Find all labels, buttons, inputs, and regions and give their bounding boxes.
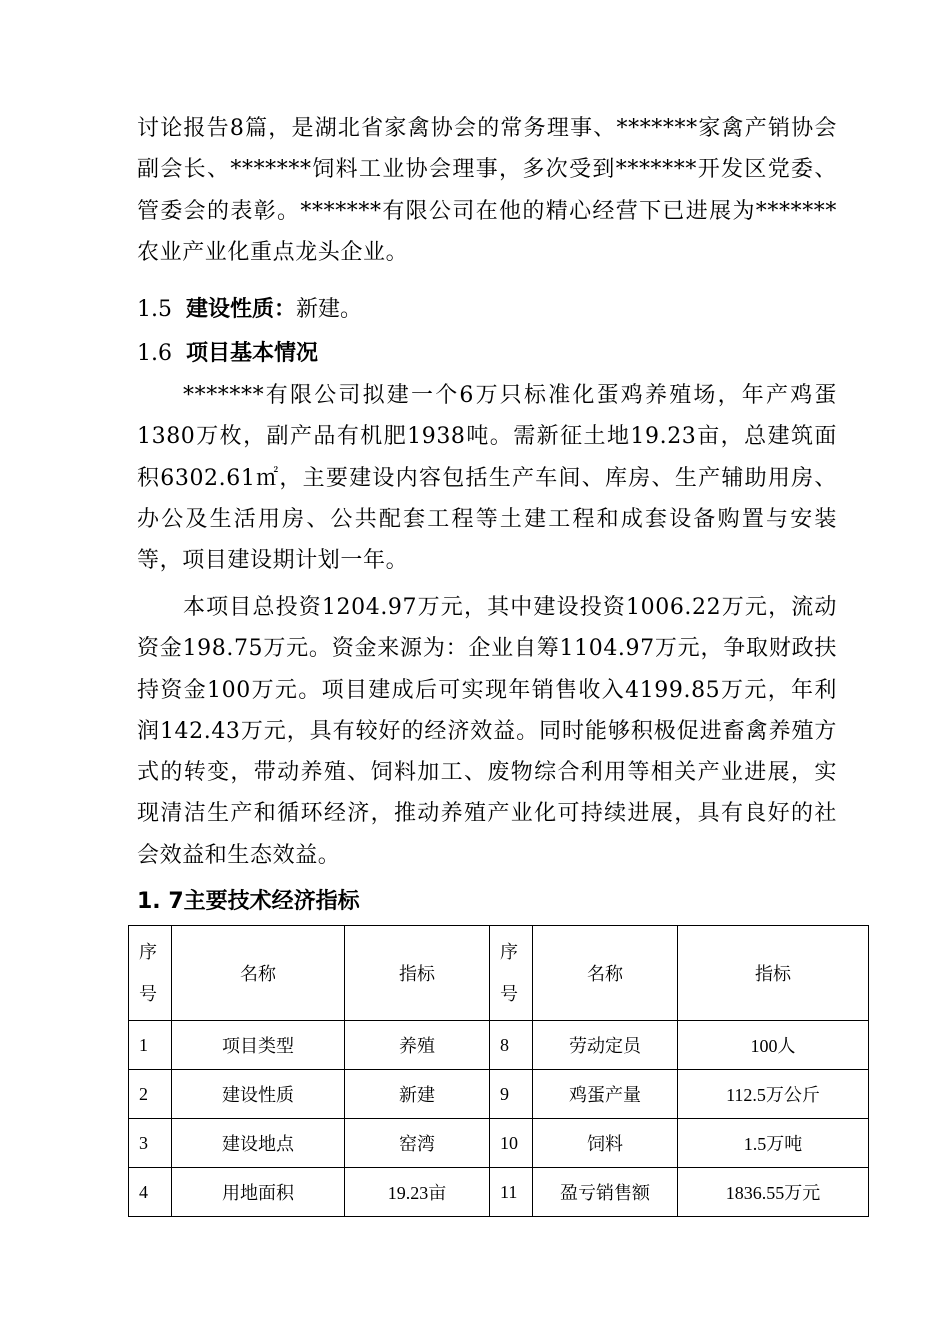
cell-value: 100人 <box>678 1021 869 1070</box>
header-seq: 序 号 <box>490 926 533 1021</box>
cell-seq: 8 <box>490 1021 533 1070</box>
section-1-6-heading <box>137 336 318 367</box>
section-title: 建设性质： <box>186 297 297 322</box>
cell-name: 用地面积 <box>172 1168 345 1217</box>
cell-name: 建设地点 <box>172 1119 345 1168</box>
cell-value: 新建 <box>345 1070 490 1119</box>
cell-seq: 3 <box>129 1119 172 1168</box>
paragraph-project-overview: *******有限公司拟建一个6万只标准化蛋鸡养殖场，年产鸡蛋1380万枚，副产品有机肥1938吨。需新征土地19.23亩，总建筑面积6302.61㎡，主要建设内容包括生产车间、库房、生产辅助用房、办公及生活用房、公共配套工程等土建工程和成套设备购置与安装等，项目建设期计划一年。 <box>137 383 837 574</box>
cell-value: 19.23亩 <box>345 1168 490 1217</box>
section-number: 1.5 <box>137 297 172 322</box>
table-row <box>129 1070 869 1119</box>
cell-name: 饲料 <box>533 1119 678 1168</box>
paragraph-investment: 本项目总投资1204.97万元，其中建设投资1006.22万元，流动资金198.75万元。资金来源为：企业自筹1104.97万元，争取财政扶持资金100万元。项目建成后可实现年销售收入4199.85万元，年利润142.43万元，具有较好的经济效益。同时能够积极促进畜禽养殖方式的转变，带动养殖、饲料加工、废物综合利用等相关产业进展，实现清洁生产和循环经济，推动养殖产业化可持续进展，具有良好的社会效益和生态效益。 <box>137 595 837 868</box>
header-seq: 序 号 <box>129 926 172 1021</box>
cell-value: 1836.55万元 <box>678 1168 869 1217</box>
table-row <box>129 1119 869 1168</box>
cell-value: 窑湾 <box>345 1119 490 1168</box>
indicator-table <box>128 925 869 1217</box>
cell-seq: 9 <box>490 1070 533 1119</box>
cell-name: 盈亏销售额 <box>533 1168 678 1217</box>
header-index: 指标 <box>678 926 869 1021</box>
cell-seq: 4 <box>129 1168 172 1217</box>
section-number: 1.6 <box>137 341 172 366</box>
cell-seq: 10 <box>490 1119 533 1168</box>
cell-seq: 2 <box>129 1070 172 1119</box>
cell-value: 112.5万公斤 <box>678 1070 869 1119</box>
cell-name: 劳动定员 <box>533 1021 678 1070</box>
table-row <box>129 1168 869 1217</box>
table-header-row <box>129 926 869 1021</box>
cell-name: 项目类型 <box>172 1021 345 1070</box>
cell-value: 养殖 <box>345 1021 490 1070</box>
header-name: 名称 <box>172 926 345 1021</box>
cell-name: 建设性质 <box>172 1070 345 1119</box>
section-title: 1. 7主要技术经济指标 <box>137 889 360 914</box>
header-index: 指标 <box>345 926 490 1021</box>
header-name: 名称 <box>533 926 678 1021</box>
cell-seq: 11 <box>490 1168 533 1217</box>
section-title: 项目基本情况 <box>186 341 319 366</box>
section-1-7-heading <box>137 884 360 915</box>
cell-seq: 1 <box>129 1021 172 1070</box>
cell-name: 鸡蛋产量 <box>533 1070 678 1119</box>
construction-nature-value: 新建。 <box>296 297 363 322</box>
table-row <box>129 1021 869 1070</box>
section-1-5-heading <box>137 292 362 323</box>
paragraph-company-intro: 讨论报告8篇，是湖北省家禽协会的常务理事、*******家禽产销协会副会长、*******饲料工业协会理事，多次受到*******开发区党委、管委会的表彰。*******有限公司在他的精心经营下已进展为*******农业产业化重点龙头企业。 <box>137 116 837 265</box>
cell-value: 1.5万吨 <box>678 1119 869 1168</box>
